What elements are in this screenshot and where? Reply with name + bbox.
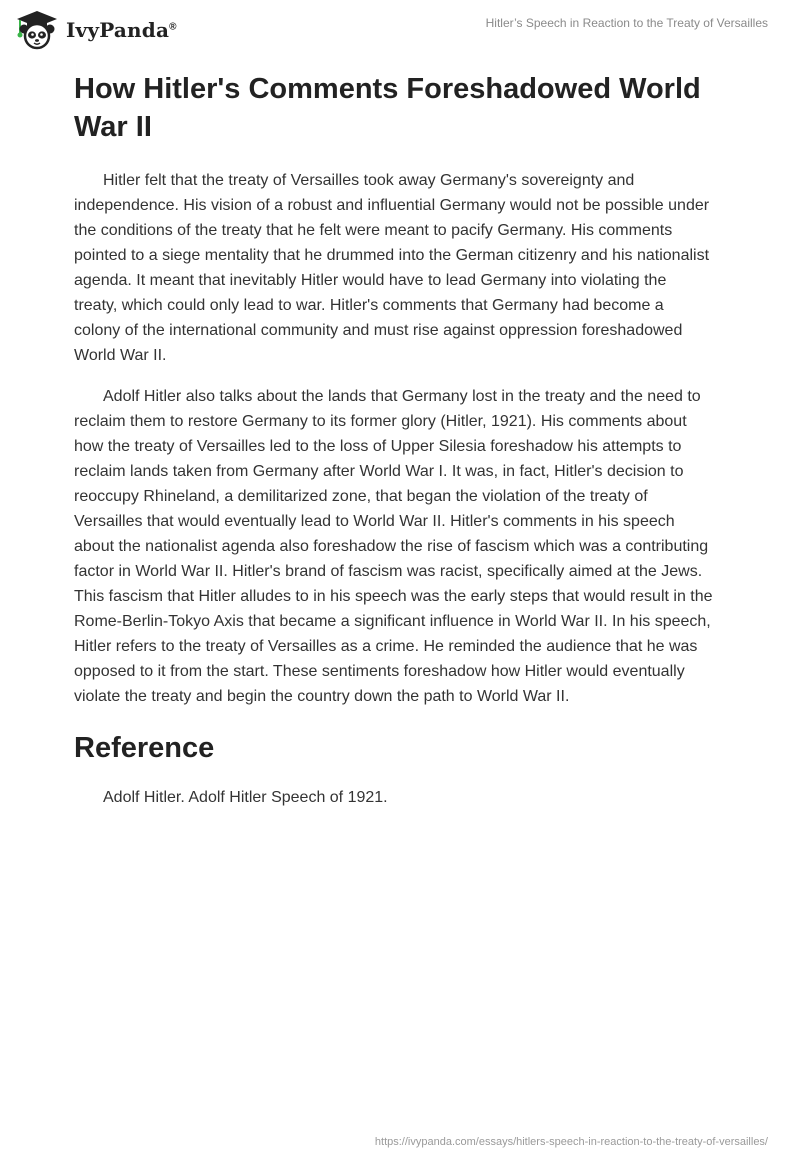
- brand-name: IvyPanda®: [66, 18, 177, 42]
- source-url-link[interactable]: https://ivypanda.com/essays/hitlers-speech-in-reaction-to-the-treaty-of-versailles/: [374, 1136, 768, 1148]
- ivypanda-logo[interactable]: [14, 10, 177, 50]
- reference-heading: Reference: [74, 732, 215, 764]
- body-paragraph: Hitler felt that the treaty of Versailles took away Germany's sovereignty and independence. His vision of a robust and influential Germany would not be possible under the conditions of the treaty that he felt were meant to pacify Germany. His comments pointed to a siege mentality that he drummed into the German citizenry and his nationalist agenda. It meant that inevitably Hitler would have to lead Germany into violating the treaty, which could only lead to war. Hitler's comments that Germany had become a colony of the international community and must rise against oppression foreshadowed World War II.: [74, 172, 710, 364]
- section-heading: How Hitler's Comments Foreshadowed World War II: [74, 73, 701, 143]
- registered-mark: ®: [169, 21, 177, 33]
- panda-graduate-logo-icon: [14, 10, 60, 50]
- article-content: [74, 70, 714, 810]
- document-title: Hitler’s Speech in Reaction to the Treaty of Versailles: [485, 16, 768, 30]
- page-header: [0, 0, 800, 60]
- reference-entry: Adolf Hitler. Adolf Hitler Speech of 1921.: [103, 789, 388, 806]
- body-paragraph: Adolf Hitler also talks about the lands that Germany lost in the treaty and the need to reclaim them to restore Germany to its former glory (Hitler, 1921). His comments about how the treaty of Versailles led to the loss of Upper Silesia foreshadow his attempts to reclaim lands taken from Germany after World War I. It was, in fact, Hitler's decision to reoccupy Rhineland, a demilitarized zone, that began the violation of the treaty of Versailles that would eventually lead to World War II. Hitler's comments in his speech about the nationalist agenda also foreshadow the rise of fascism which was a contributing factor in World War II. Hitler's brand of fascism was racist, specifically aimed at the Jews. This fascism that Hitler alludes to in his speech was the early steps that would result in the Rome-Berlin-Tokyo Axis that became a significant influence in World War II. In his speech, Hitler refers to the treaty of Versailles as a crime. He reminded the audience that he was opposed to it from the start. These sentiments foreshadow how Hitler would eventually violate the treaty and begin the country down the path to World War II.: [74, 388, 713, 705]
